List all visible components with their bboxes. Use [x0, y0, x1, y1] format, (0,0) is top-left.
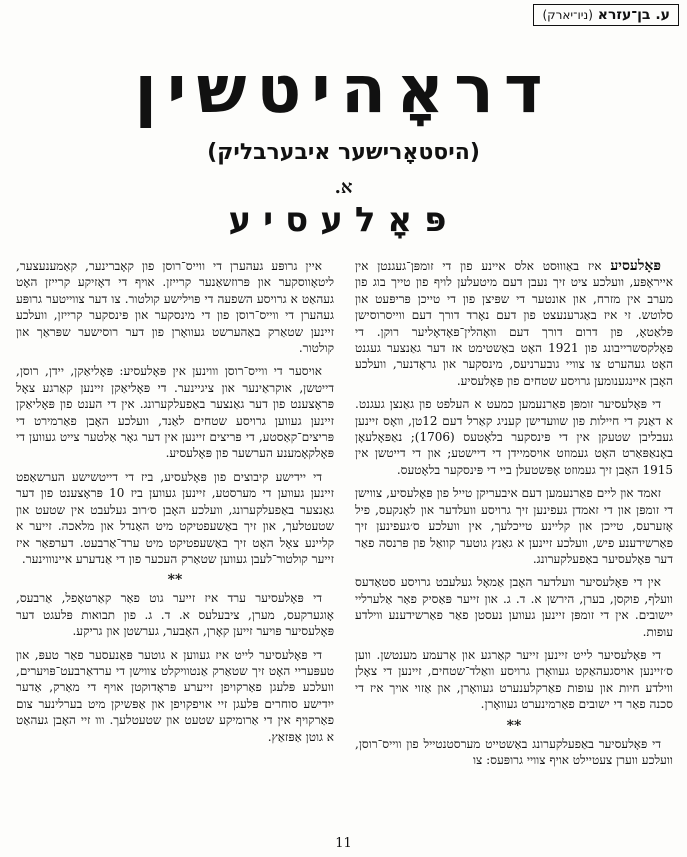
section-title: פּאָלעסיע: [228, 200, 459, 240]
paragraph: די פּאָלעסיער זומפּן פאַרנעמען כמעט א העלפט פון גאַנצן געגנט. א דאַנק די חיילות פון שוועדישן קעניג קאַרל דעם 12טן, וואָס זיינען געבליבן שטעקן אין די פּינסקער בלאָטעס (1706); נאַפּאָלעאָן באָנאַפּאַרט האָט געמוזט אויסמיידן די דיישטע; און די דייטשן אין 1915 האָבן זיך געמוזט אָפּשטעלן ביי די פּינסקער בלאָטעס.: [355, 397, 673, 477]
paragraph: די פּאָלעסיער לייט זיינען זייער קאַרגע און אָרעמע מענטשן. ווען ס׳זיינען אויסגעהאַקט געוואָרן גרויסע וואַלד־שטחים, זיינען די צאָלן ווילדע חיות און עופות פאַרקלענערט געוואָרן, און אַזוי אויך איז די סכנה פאַר די ישובים פאַרמינערט געוואָרן.: [355, 647, 673, 712]
page-title: דראָהיטשין: [134, 51, 553, 128]
header-place: (ניו־יארק): [542, 8, 593, 22]
paragraph: די פּאָלעסיער ערד איז זייער גוט פאַר קאַרטאָפל, אַרבעס, אָוגערקעס, מערן, ציבעלעס א. ד. ג. פון תבואות פּלעגט דער פּאָלעסיער פּויער זייען קאָרן, האָבער, גערשטן און גריקע.: [16, 591, 334, 639]
page-subtitle: (היסטאָרישער איבערבליק): [207, 140, 480, 165]
paragraph: די פּאָלעסיער באַפעלקערונג באַשטייט מערסטנטייל פון ווייס־רוסן, וועלכע ווערן צעטיילט אויף צוויי גרופּעס: צו: [355, 736, 673, 767]
section-divider-stars: **: [506, 717, 522, 734]
paragraph: אין די פּאָלעסיער וועלדער האָבן אַמאָל געלעבט גרויסע סטאַדעס וועלף, פוקסן, בערן, הירשן א. ד. ג. און זייער פּאַסיק פאַר אַלערליי יישובים. אין די זומפּן זיינען געווען נעסטן פאַר פאַרשידענע ווילדע עופות.: [355, 575, 673, 639]
lead-word: פּאָלעסיע: [610, 258, 661, 274]
paragraph: איין גרופּע געהערן די ווייס־רוסן פון קאָברינער, קאַמענעצער, ליטאָווסקער און פּרוזשאַנער קרייזן. אויף די דאָזיקע קרייזן האָט געהאַט א גרויסע השפעה די פּוילישע קולטור. צו דער צווייטער גרופּע געהערן די ווייס־רוסן פון די מינסקער און פּינסקער קרייזן, וועלכע זיינען שטאַרק באַהערשט געוואָרן פון דער רוסישער שפּראַך און קולטור.: [16, 259, 334, 356]
paragraph: די יידישע קיבוצים פון פּאָלעסיע, ביז די דייטשישע הערשאַפט זיינען געווען די מערסטע, זיינען געווען ביז 10 פּראָצענט פון דער גאַנצער באַפעלקערונג, וועלכע האָבן ס׳רוב געלעבט אין שטעט און שטעטלעך, און זיך באַשעפטיקט מיט האַנדל און מלאכה. זייער א קליינע צאָל האָט זיך באַשעפטיקט מיט ערד־אַרבעט. דערפאַר איז זייער קולטור־לעבן געווען שטאַרק העכער פון די אַנדערע איינוווינער.: [16, 469, 334, 566]
paragraph: זאמד און ליים פאַרנעמען דעם איבעריקן טייל פון פּאָלעסיע, צווישן די זומפּן און די זאמדן געפינען זיך גרויסע וועלדער און לאָנקעס, פיל אָזערעס, טייכן און קליינע טייכלעך, אין וועלכע ס׳געפינען זיך פאַרשידענע פיש, וועלכע זיינען א גאַנץ גוטער קוואַל פון פּרנסה פאַר דער פּאָלעסיער באַפעלקערונג.: [355, 486, 673, 566]
right-column: [355, 258, 673, 833]
header-author: ע. בן־עזרא: [597, 7, 670, 23]
left-column: [16, 258, 334, 833]
paragraph: פּאָלעסיע איז באַוווּסט אלס איינע פון די זומפּן־געגנטן אין אייראָפּע, וועלכע ציט זיך נעבן דעם מיטעלען לויף פון טייך בוג פון מערב אין מזרח, און אונטער די שפּיצן פון די טייכן פּריפּעט און סלוטש. זי איז באַגרענעצט פון דעם נאָרד דורך דעם ווייסרוסישן פּלאַטאָ, פון דרום דורך דעם וואָהלין־פּאָדאָליער רוקן. די פאָלקסשרייבונג פון 1921 האָט באַשטימט אז דער גאַנצער געגנט האָט געהערט צו צוויי גובערניעס, מינסקער און גראָדנער, וועלכע האָבן איינגענומען גרויסע שטחים פון פּאָלעסיע.: [355, 258, 673, 388]
running-header: [533, 4, 679, 26]
page-number: 11: [335, 836, 352, 851]
section-divider-stars: **: [167, 572, 183, 589]
paragraph: אויסער די ווייס־רוסן וווינען אין פּאָלעסיע: פּאָליאַקן, יידן, רוסן, דייטשן, אוקראַינער און ציגיינער. די פּאָליאַקן זיינען קאַרגע צאָל פּראָצענט פון דער גאַנצער באַפעלקערונג. אין די הענט פון פּאָליאַקן זיינען געווען גרויסע שטחים לאַנד, וועלכע האָבן פאַרמירט די פּריצים־קאַסטע, די פּריצים זיינען אין דער גאָר אַלטער צייט געווען די פּאָלקאָמענע הערשער פון פּאָלעסיע.: [16, 364, 334, 461]
section-number: א.: [334, 177, 353, 198]
paragraph: די פּאָלעסיער לייט איז געווען א גוטער פּאַנעסער פאַר טעפּ, און טעפּעריי האָט זיך שטאַרק אַנטוויקלט צווישן די ערדאַרבעט־פּויערים, וועלכע פּלעגן פאַרקויפן זייערע פּראָדוקטן אויף די מאַרק, אַדער ייִדישע סוחרים פּלעגן זיי אויפקויפן און אַפּשיקן מיט בערלינער צום פאַרקויף אין די אַרומיקע שטעט און שטעטלעך. ווו זיי האָבן געהאַט א גוטן אַפּזאַץ.: [16, 647, 334, 744]
